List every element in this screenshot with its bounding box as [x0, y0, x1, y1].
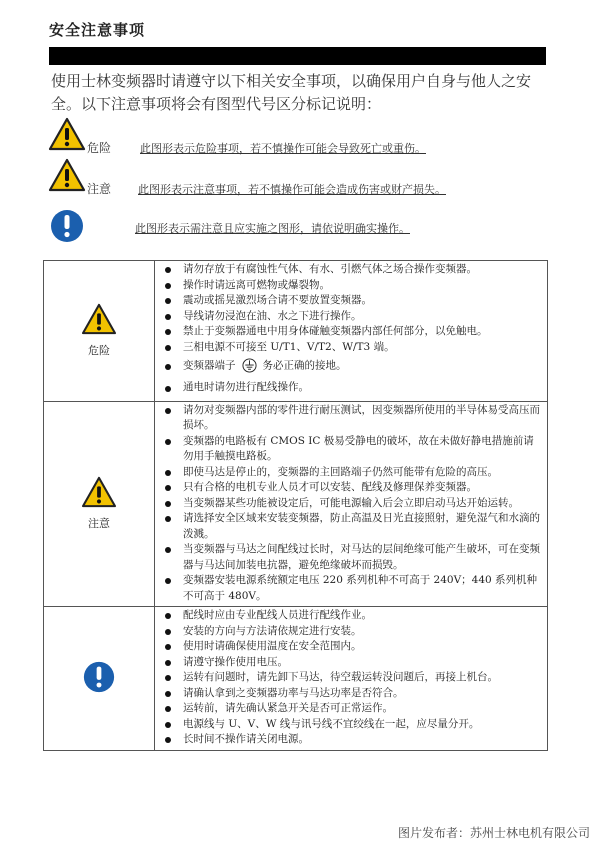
mandatory-row	[44, 607, 548, 751]
list-item: 长时间不操作请关闭电源。	[159, 732, 543, 748]
list-item: 使用时请确保使用温度在安全范围内。	[159, 639, 543, 655]
legend-danger	[48, 117, 548, 157]
safety-table	[43, 260, 548, 751]
list-item: 当变频器某些功能被设定后，可能电源输入后会立即启动马达开始运转。	[159, 496, 543, 512]
ground-text-after: 务必正确的接地。	[262, 359, 347, 372]
black-bar	[49, 47, 546, 65]
list-item: 电源线与 U、V、W 线与讯号线不宜绞线在一起，应尽量分开。	[159, 717, 543, 733]
list-item: 通电时请勿进行配线操作。	[159, 377, 543, 399]
caution-items	[155, 401, 548, 607]
warning-triangle-icon	[81, 303, 117, 335]
caution-row	[44, 401, 548, 607]
list-item: 禁止于变频器通电中用身体碰触变频器内部任何部分，以免触电。	[159, 324, 543, 340]
legend-danger-desc: 此图形表示危险事项，若不慎操作可能会导致死亡或重伤。	[140, 142, 426, 155]
warning-triangle-icon	[48, 158, 86, 192]
footer-publisher: 图片发布者：苏州士林电机有限公司	[397, 826, 590, 840]
list-item: 请勿对变频器内部的零件进行耐压测试，因变频器所使用的半导体易受高压而损坏。	[159, 403, 543, 434]
mandatory-side	[44, 607, 155, 751]
legend-mandatory-desc: 此图形表示需注意且应实施之图形，请依说明确实操作。	[135, 222, 410, 235]
list-item: 配线时应由专业配线人员进行配线作业。	[159, 608, 543, 624]
list-item: 运转有问题时，请先卸下马达，待空载运转没问题后，再接上机台。	[159, 670, 543, 686]
mandatory-items	[155, 607, 548, 751]
danger-items	[155, 261, 548, 402]
danger-side	[44, 261, 155, 402]
ground-text-before: 变频器端子	[183, 359, 236, 372]
legend-danger-name: 危险	[87, 141, 112, 155]
list-item: 操作时请远离可燃物或爆裂物。	[159, 278, 543, 294]
ground-terminal-icon	[242, 358, 257, 373]
list-item: 变频器安装电源系统额定电压 220 系列机种不可高于 240V；440 系列机种不可高于 480V。	[159, 573, 543, 604]
caution-side	[44, 401, 155, 607]
list-item: 导线请勿浸泡在油、水之下进行操作。	[159, 309, 543, 325]
legend-caution-name: 注意	[87, 182, 112, 196]
exclamation-circle-icon	[82, 660, 116, 694]
list-item: 即使马达是停止的，变频器的主回路端子仍然可能带有危险的高压。	[159, 465, 543, 481]
page-title: 安全注意事项	[49, 21, 146, 39]
list-item: 变频器的电路板有 CMOS IC 极易受静电的破坏，故在未做好静电措施前请勿用手触摸电路板。	[159, 434, 543, 465]
legend-caution-desc: 此图形表示注意事项，若不慎操作可能会造成伤害或财产损失。	[138, 183, 446, 196]
intro-text: 使用士林变频器时请遵守以下相关安全事项，以确保用户自身与他人之安全。以下注意事项将会有图型代号区分标记说明：	[51, 72, 532, 113]
exclamation-circle-icon	[49, 208, 85, 244]
warning-triangle-icon	[48, 117, 86, 151]
warning-triangle-icon	[81, 476, 117, 508]
list-item: 请勿存放于有腐蚀性气体、有水、引燃气体之场合操作变频器。	[159, 262, 543, 278]
legend-mandatory	[48, 208, 548, 248]
list-item: 请选择安全区域来安装变频器，防止高温及日光直接照射，避免湿气和水滴的泼溅。	[159, 511, 543, 542]
list-item: 运转前，请先确认紧急开关是否可正常运作。	[159, 701, 543, 717]
list-item: 三相电源不可接至 U/T1、V/T2、W/T3 端。	[159, 340, 543, 356]
list-item: 请确认拿到之变频器功率与马达功率是否符合。	[159, 686, 543, 702]
list-item: 只有合格的电机专业人员才可以安装、配线及修理保养变频器。	[159, 480, 543, 496]
list-item: 震动或摇晃激烈场合请不要放置变频器。	[159, 293, 543, 309]
list-item: 安装的方向与方法请依规定进行安装。	[159, 624, 543, 640]
list-item: 请遵守操作使用电压。	[159, 655, 543, 671]
list-item: 当变频器与马达之间配线过长时，对马达的层间绝缘可能产生破坏，可在变频器与马达间加装电抗器，避免绝缘破坏而损毁。	[159, 542, 543, 573]
list-item	[159, 355, 543, 377]
caution-label: 注意	[88, 517, 110, 531]
legend-caution	[48, 158, 548, 198]
danger-label: 危险	[88, 344, 110, 358]
danger-row	[44, 261, 548, 402]
